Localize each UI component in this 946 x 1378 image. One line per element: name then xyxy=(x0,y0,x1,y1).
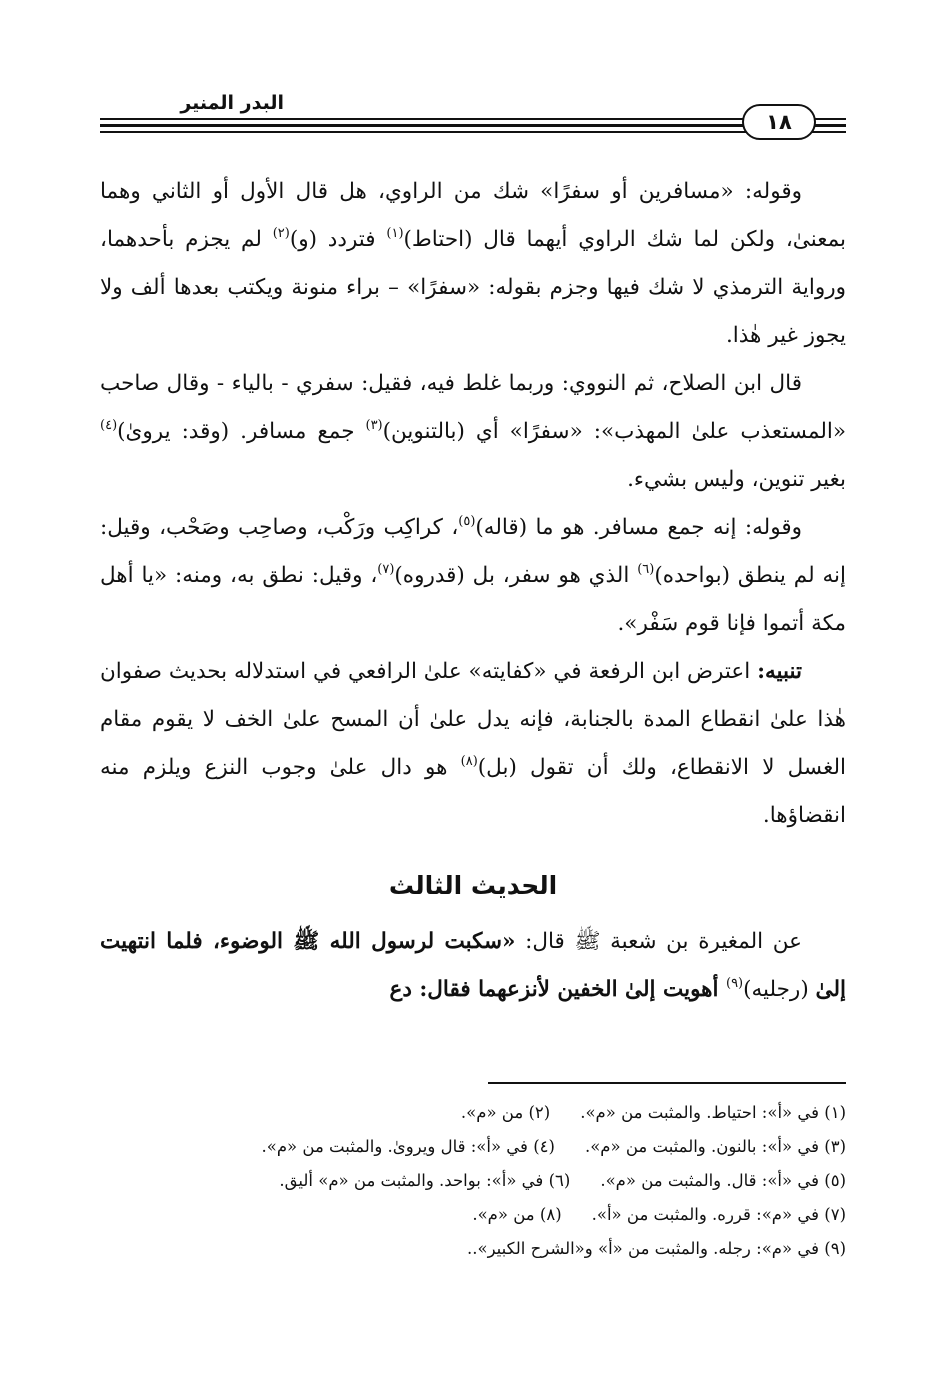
text-run: (رجليه) xyxy=(743,977,816,1002)
paragraph xyxy=(100,918,846,1014)
footnote: (٣) في «أ»: بالنون. والمثبت من «م». xyxy=(584,1137,846,1156)
text-run: لم يجزم بأحدهما، ورواية الترمذي لا شك فيها وجزم بقوله: «سفرًا» – براء منونة ويكتب بعدها ألف ولا يجوز غير هٰذا. xyxy=(100,227,846,348)
footnote: (٦) في «أ»: بواحد. والمثبت من «م» أليق. xyxy=(279,1171,571,1190)
header-rule xyxy=(100,124,826,127)
header-rule xyxy=(100,131,826,133)
footnote-separator xyxy=(488,1082,846,1084)
note-label: تنبيه: xyxy=(757,659,802,684)
footnote: (٥) في «أ»: قال. والمثبت من «م». xyxy=(600,1171,846,1190)
footnote-ref: (٤) xyxy=(100,418,118,433)
text-run: ، كراكِب ورَكْب، وصاحِب وصَحْب، وقيل: إنه لم ينطق (بواحده) xyxy=(100,515,846,588)
text-run: عن المغيرة بن شعبة ﷺ قال: xyxy=(515,929,802,954)
hadith-text: «سكبت لرسول الله ﷺ الوضوء، فلما انتهيت إلىٰ xyxy=(100,929,846,1002)
footnote-ref: (٨) xyxy=(460,754,478,769)
text-run: فتردد (و) xyxy=(289,227,387,252)
footnote: (٧) في «م»: قرره. والمثبت من «أ». xyxy=(591,1205,846,1224)
footnote: (١) في «أ»: احتياط. والمثبت من «م». xyxy=(580,1103,846,1122)
header-rule xyxy=(816,124,846,127)
header-rule xyxy=(816,131,846,133)
footnote-row xyxy=(100,1164,846,1198)
footnote-row xyxy=(100,1198,846,1232)
footnote-ref: (٢) xyxy=(272,226,290,241)
hadith-text: أهويت إلىٰ الخفين لأنزعهما فقال: دع xyxy=(389,977,726,1002)
text-run: هو دال علىٰ وجوب النزع ويلزم منه انقضاؤها. xyxy=(100,755,846,828)
text-run: ، وقيل: نطق به، ومنه: «يا أهل مكة أتموا فإنا قوم سَفْر». xyxy=(100,563,846,636)
section-heading: الحديث الثالث xyxy=(388,871,558,900)
text-run: جمع مسافر. (وقد: يروىٰ) xyxy=(117,419,366,444)
footnote-row xyxy=(100,1232,846,1266)
footnotes xyxy=(100,1096,846,1266)
running-title: البدر المنير xyxy=(180,92,284,114)
text-run: وقوله: «مسافرين أو سفرًا» شك من الراوي، هل قال الأول أو الثاني وهما بمعنىٰ، ولكن لما شك الراوي أيهما قال (احتاط) xyxy=(100,179,846,252)
footnote: (٨) من «م». xyxy=(472,1205,562,1224)
text-run: اعترض ابن الرفعة في «كفايته» علىٰ الرافعي في استدلاله بحديث صفوان هٰذا علىٰ انقطاع المدة بالجنابة، فإنه يدل علىٰ أن المسح علىٰ الخف لا يقوم مقام الغسل لا الانقطاع، ولك أن تقول (بل) xyxy=(100,659,846,780)
main-text xyxy=(100,168,846,1014)
paragraph xyxy=(100,504,846,648)
page-number: ١٨ xyxy=(742,104,816,140)
text-run: قال ابن الصلاح، ثم النووي: وربما غلط فيه، فقيل: سفري - بالياء - وقال صاحب «المستعذب علىٰ المهذب»: «سفرًا» أي (بالتنوين) xyxy=(100,371,846,444)
paragraph xyxy=(100,168,846,360)
footnote: (٤) في «أ»: قال ويروىٰ. والمثبت من «م». xyxy=(261,1137,555,1156)
footnote: (٢) من «م». xyxy=(460,1103,551,1122)
footnote-ref: (١) xyxy=(386,226,404,241)
footnote-ref: (٣) xyxy=(365,418,383,433)
text-run: الذي هو سفر، بل (قدروه) xyxy=(394,563,638,588)
footnote-ref: (٥) xyxy=(458,514,476,529)
text-run: وقوله: إنه جمع مسافر. هو ما (قاله) xyxy=(475,515,802,540)
text-run: بغير تنوين، وليس بشيء. xyxy=(627,467,846,492)
footnote-ref: (٦) xyxy=(637,562,655,577)
footnote: (٩) في «م»: رجله. والمثبت من «أ» و«الشرح الكبير».. xyxy=(466,1239,846,1258)
paragraph xyxy=(100,360,846,504)
header-rule xyxy=(816,118,846,120)
footnote-ref: (٩) xyxy=(725,976,744,991)
header-rule xyxy=(100,118,826,120)
paragraph xyxy=(100,648,846,840)
footnote-row xyxy=(100,1130,846,1164)
footnote-ref: (٧) xyxy=(377,562,395,577)
footnote-row xyxy=(100,1096,846,1130)
